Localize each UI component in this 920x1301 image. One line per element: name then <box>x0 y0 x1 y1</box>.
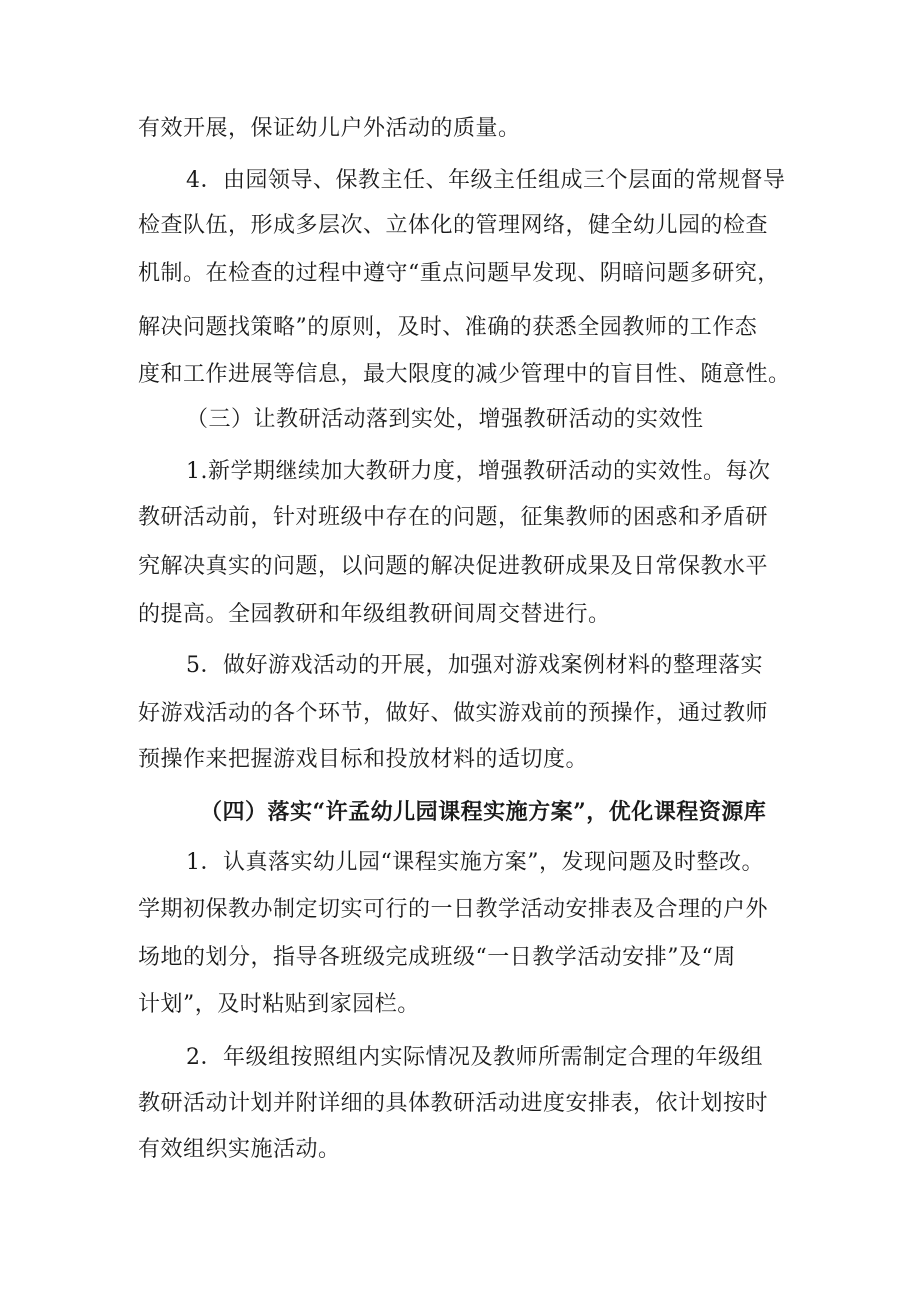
text-line: 解决问题找策略”的原则，及时、准确的获悉全园教师的工作态 <box>138 315 758 340</box>
text-line: 教研活动计划并附详细的具体教研活动进度安排表，依计划按时 <box>138 1091 769 1116</box>
text-line: 预操作来把握游戏目标和投放材料的适切度。 <box>138 747 589 772</box>
text-line: 4．由园领导、保教主任、年级主任组成三个层面的常规督导 <box>186 168 786 193</box>
text-line: 究解决真实的问题，以问题的解决促进教研成果及日常保教水平 <box>138 554 769 579</box>
text-line: 场地的划分，指导各班级完成班级“一日教学活动安排”及“周 <box>138 945 736 970</box>
text-line: 的提高。全园教研和年级组教研间周交替进行。 <box>138 602 611 627</box>
text-line: 有效组织实施活动。 <box>138 1137 341 1162</box>
text-line: 计划”，及时粘贴到家园栏。 <box>138 992 420 1017</box>
text-line: 1．认真落实幼儿园“课程实施方案”，发现问题及时整改。 <box>186 850 764 875</box>
text-line: 度和工作进展等信息，最大限度的减少管理中的盲目性、随意性。 <box>138 362 791 387</box>
text-line: 机制。在检查的过程中遵守“重点问题早发现、阴暗问题多研究， <box>138 261 780 286</box>
text-line: 检查队伍，形成多层次、立体化的管理网络，健全幼儿园的检查 <box>138 213 769 238</box>
section-heading: （四）落实“许孟幼儿园课程实施方案”，优化课程资源库 <box>200 799 767 825</box>
text-line: 学期初保教办制定切实可行的一日教学活动安排表及合理的户外 <box>138 897 769 922</box>
text-line: 教研活动前，针对班级中存在的问题，征集教师的困惑和矛盾研 <box>138 505 769 530</box>
text-line: 1.新学期继续加大教研力度，增强教研活动的实效性。每次 <box>186 459 771 484</box>
text-line: 好游戏活动的各个环节，做好、做实游戏前的预操作，通过教师 <box>138 701 769 726</box>
section-heading: （三）让教研活动落到实处，增强教研活动的实效性 <box>186 407 704 432</box>
text-line: 有效开展，保证幼儿户外活动的质量。 <box>138 116 521 141</box>
text-line: 2．年级组按照组内实际情况及教师所需制定合理的年级组 <box>186 1045 763 1070</box>
text-line: 5．做好游戏活动的开展，加强对游戏案例材料的整理落实 <box>186 653 763 678</box>
